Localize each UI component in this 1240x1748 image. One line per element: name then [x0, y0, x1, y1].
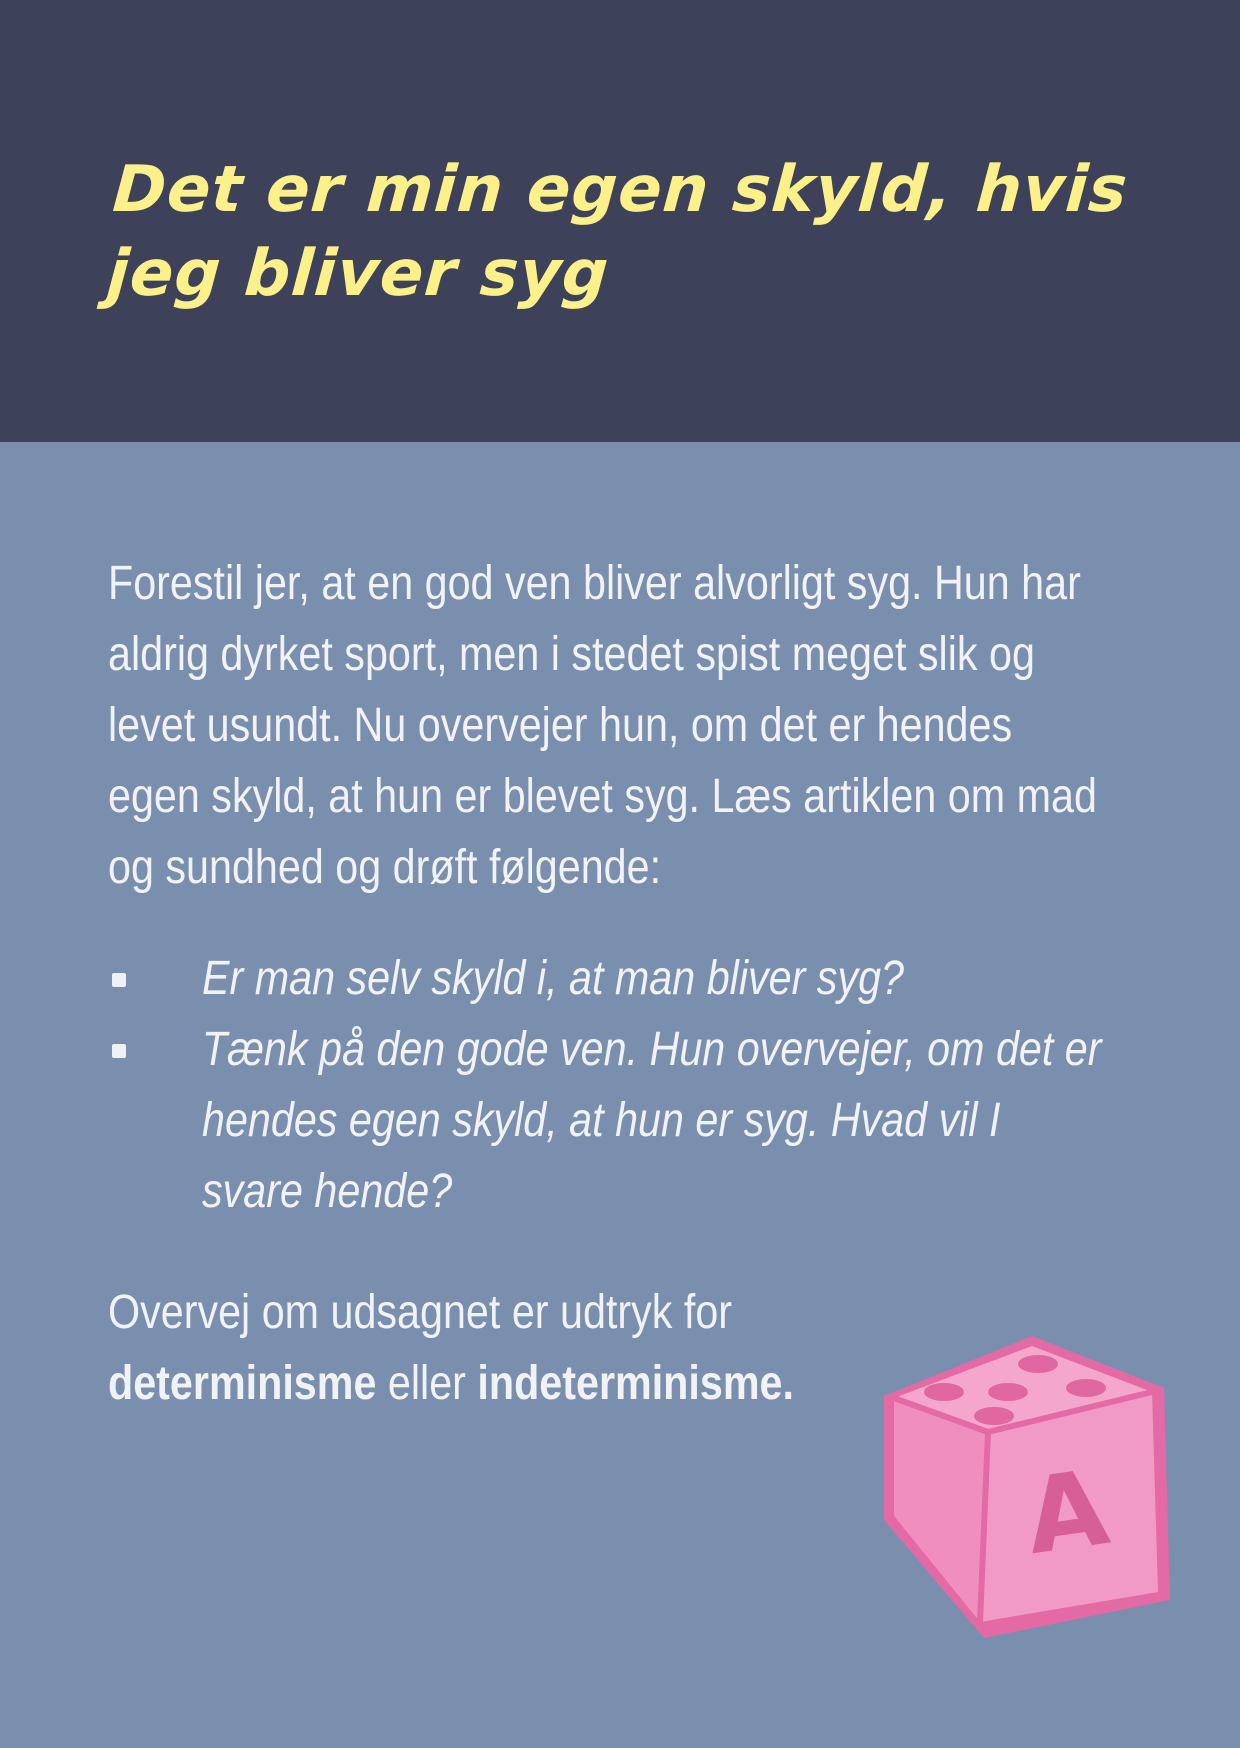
- term-determinism: determinisme: [108, 1357, 377, 1410]
- intro-paragraph: Forestil jer, at en god ven bliver alvorligt syg. Hun har aldrig dyrket sport, men i stedet spist meget slik og levet usundt. Nu overvejer hun, om det er hendes egen skyld, at hun er blevet syg. Læs artiklen om mad og sundhed og drøft følgende:: [108, 557, 1097, 894]
- bullet-icon: [112, 973, 126, 987]
- question-list: [108, 943, 1118, 1227]
- bullet-icon: [112, 1044, 126, 1058]
- page-title: Det er min egen skyld, hvis jeg bliver syg: [104, 153, 1131, 311]
- dice-icon: [876, 1330, 1172, 1644]
- header-band: [0, 0, 1240, 442]
- list-item: [108, 1014, 1118, 1227]
- list-item: [108, 943, 1118, 1014]
- closing-paragraph: [108, 1277, 796, 1419]
- main-content: [108, 548, 1118, 1419]
- question-text: Tænk på den gode ven. Hun overvejer, om det er hendes egen skyld, at hun er syg. Hvad vil I svare hende?: [202, 1023, 1102, 1218]
- dice-letter: A: [1018, 1446, 1116, 1579]
- question-text: Er man selv skyld i, at man bliver syg?: [202, 952, 905, 1005]
- term-indeterminism: indeterminisme.: [477, 1357, 794, 1410]
- connector-word: eller: [387, 1357, 466, 1410]
- closing-line: Overvej om udsagnet er udtryk for: [108, 1286, 733, 1339]
